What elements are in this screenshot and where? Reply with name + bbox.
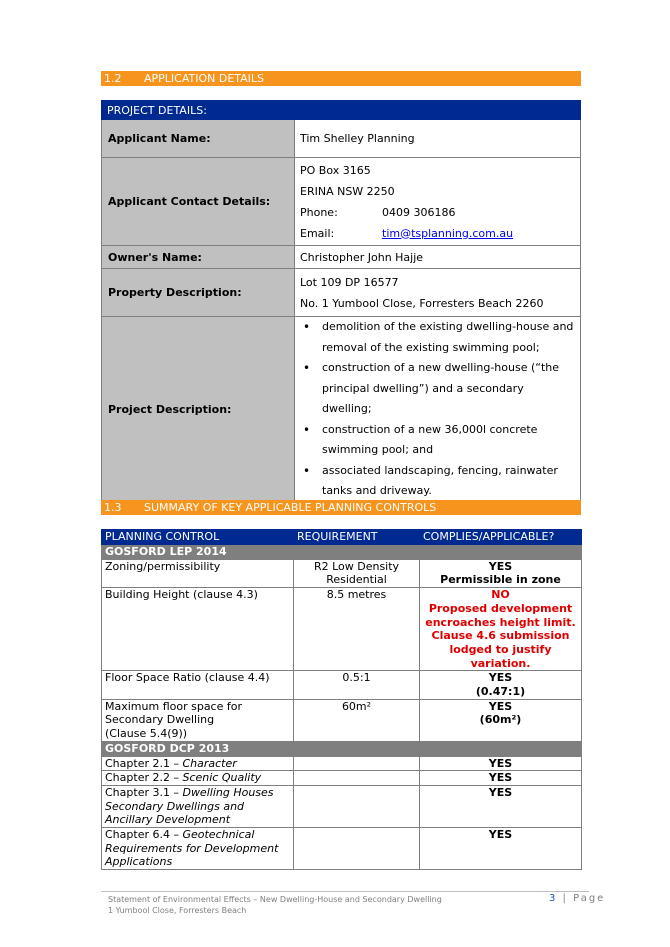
complies-line: NO xyxy=(491,588,510,602)
chapter-prefix: Chapter 3.1 – xyxy=(105,785,183,799)
complies-cell xyxy=(420,699,582,741)
email-label: Email: xyxy=(300,226,335,240)
table-row xyxy=(102,671,582,699)
list-item: • construction of a new dwelling-house (“the principal dwelling”) and a secondary dwelling; xyxy=(300,358,575,420)
property-address: No. 1 Yumbool Close, Forresters Beach 2260 xyxy=(300,296,544,310)
requirement-cell xyxy=(294,756,420,771)
chapter-title: Scenic Quality xyxy=(182,771,262,785)
description-label: Project Description: xyxy=(102,317,295,503)
requirement-cell xyxy=(294,771,420,786)
requirement-cell xyxy=(294,559,420,587)
complies-cell xyxy=(420,671,582,699)
group-row-dcp xyxy=(102,741,582,756)
complies-cell: YES xyxy=(420,828,582,870)
complies-cell xyxy=(420,588,582,671)
contact-label: Applicant Contact Details: xyxy=(102,158,295,246)
requirement-line: R2 Low Density xyxy=(313,559,400,573)
section-number: 1.2 xyxy=(104,72,122,85)
chapter-title: Geotechnical xyxy=(182,828,255,842)
control-cell xyxy=(102,785,294,827)
chapter-title: Secondary Dwellings and xyxy=(105,799,245,813)
complies-line: (0.47:1) xyxy=(475,685,526,699)
requirement-cell: 60m² xyxy=(294,699,420,741)
contact-value xyxy=(295,158,581,246)
table-row xyxy=(102,559,582,587)
table-row xyxy=(102,588,582,671)
complies-cell: YES xyxy=(420,756,582,771)
control-line: (Clause 5.4(9)) xyxy=(105,727,188,741)
section-title: APPLICATION DETAILS xyxy=(144,72,265,85)
table-row xyxy=(102,771,582,786)
chapter-title: Dwelling Houses xyxy=(182,785,274,799)
chapter-prefix: Chapter 6.4 – xyxy=(105,828,183,842)
page-number xyxy=(549,893,605,904)
list-item: • demolition of the existing dwelling-house and removal of the existing swimming pool; xyxy=(300,317,575,358)
table-header: PROJECT DETAILS: xyxy=(102,101,581,120)
contact-email-row xyxy=(300,223,575,244)
contact-city: ERINA NSW 2250 xyxy=(300,184,395,198)
table-row xyxy=(102,699,582,741)
table-row xyxy=(102,828,582,870)
page-word: Page xyxy=(573,893,606,904)
control-cell: Floor Space Ratio (clause 4.4) xyxy=(102,671,294,699)
contact-po-box: PO Box 3165 xyxy=(300,163,371,177)
project-details-table xyxy=(101,100,581,503)
footer-line-1: Statement of Environmental Effects – New Dwelling-House and Secondary Dwelling xyxy=(108,895,442,904)
footer-line-2: 1 Yumbool Close, Forresters Beach xyxy=(108,906,247,915)
property-label: Property Description: xyxy=(102,269,295,317)
phone-value: 0409 306186 xyxy=(382,205,456,219)
requirement-line: Residential xyxy=(326,573,387,587)
planning-controls-table xyxy=(101,529,582,870)
chapter-title: Ancillary Development xyxy=(105,813,231,827)
list-item: • construction of a new 36,000l concrete swimming pool; and xyxy=(300,420,575,461)
property-lot: Lot 109 DP 16577 xyxy=(300,275,399,289)
applicant-name-label: Applicant Name: xyxy=(102,120,295,158)
complies-line: (60m²) xyxy=(479,713,522,727)
group-label: GOSFORD LEP 2014 xyxy=(102,545,582,560)
footer-text xyxy=(108,894,442,916)
control-cell xyxy=(102,756,294,771)
group-label: GOSFORD DCP 2013 xyxy=(102,741,582,756)
complies-line: Proposed development xyxy=(428,601,573,615)
section-heading-1-2 xyxy=(101,71,581,86)
requirement-cell: 0.5:1 xyxy=(294,671,420,699)
control-line: Maximum floor space for xyxy=(105,699,242,713)
owner-label: Owner's Name: xyxy=(102,246,295,269)
complies-line: lodged to justify variation. xyxy=(449,642,552,670)
footer-divider xyxy=(101,891,589,892)
requirement-cell xyxy=(294,785,420,827)
complies-cell xyxy=(420,559,582,587)
chapter-title: Requirements for Development xyxy=(105,841,279,855)
page-separator: | xyxy=(557,893,574,904)
requirement-cell xyxy=(294,828,420,870)
complies-line: YES xyxy=(488,699,513,713)
description-value xyxy=(295,317,581,503)
contact-phone-row xyxy=(300,202,575,223)
complies-line: Clause 4.6 submission xyxy=(431,629,570,643)
col-header-complies: COMPLIES/APPLICABLE? xyxy=(420,530,582,545)
control-cell: Zoning/permissibility xyxy=(102,559,294,587)
control-cell xyxy=(102,699,294,741)
control-cell xyxy=(102,771,294,786)
page-number-value: 3 xyxy=(549,893,558,904)
chapter-prefix: Chapter 2.1 – xyxy=(105,756,183,770)
chapter-prefix: Chapter 2.2 – xyxy=(105,771,183,785)
section-title: SUMMARY OF KEY APPLICABLE PLANNING CONTROLS xyxy=(144,501,437,514)
section-heading-1-3 xyxy=(101,500,581,515)
table-row xyxy=(102,756,582,771)
col-header-requirement: REQUIREMENT xyxy=(294,530,420,545)
chapter-title: Character xyxy=(182,756,237,770)
complies-line: encroaches height limit. xyxy=(425,615,576,629)
col-header-control: PLANNING CONTROL xyxy=(102,530,294,545)
applicant-name-value: Tim Shelley Planning xyxy=(295,120,581,158)
property-value xyxy=(295,269,581,317)
control-line: Secondary Dwelling xyxy=(105,713,215,727)
complies-line: YES xyxy=(488,559,513,573)
table-row xyxy=(102,785,582,827)
control-cell xyxy=(102,828,294,870)
complies-line: YES xyxy=(488,671,513,685)
complies-line: Permissible in zone xyxy=(440,573,561,587)
section-number: 1.3 xyxy=(104,501,122,514)
group-row-lep xyxy=(102,545,582,560)
owner-value: Christopher John Hajje xyxy=(295,246,581,269)
control-cell: Building Height (clause 4.3) xyxy=(102,588,294,671)
complies-cell: YES xyxy=(420,785,582,827)
description-list xyxy=(300,317,575,502)
table-header-row xyxy=(102,530,582,545)
chapter-title: Applications xyxy=(105,855,173,869)
list-item: • associated landscaping, fencing, rainwater tanks and driveway. xyxy=(300,461,575,502)
email-link[interactable]: tim@tsplanning.com.au xyxy=(382,226,514,240)
complies-cell: YES xyxy=(420,771,582,786)
phone-label: Phone: xyxy=(300,205,338,219)
requirement-cell: 8.5 metres xyxy=(294,588,420,671)
